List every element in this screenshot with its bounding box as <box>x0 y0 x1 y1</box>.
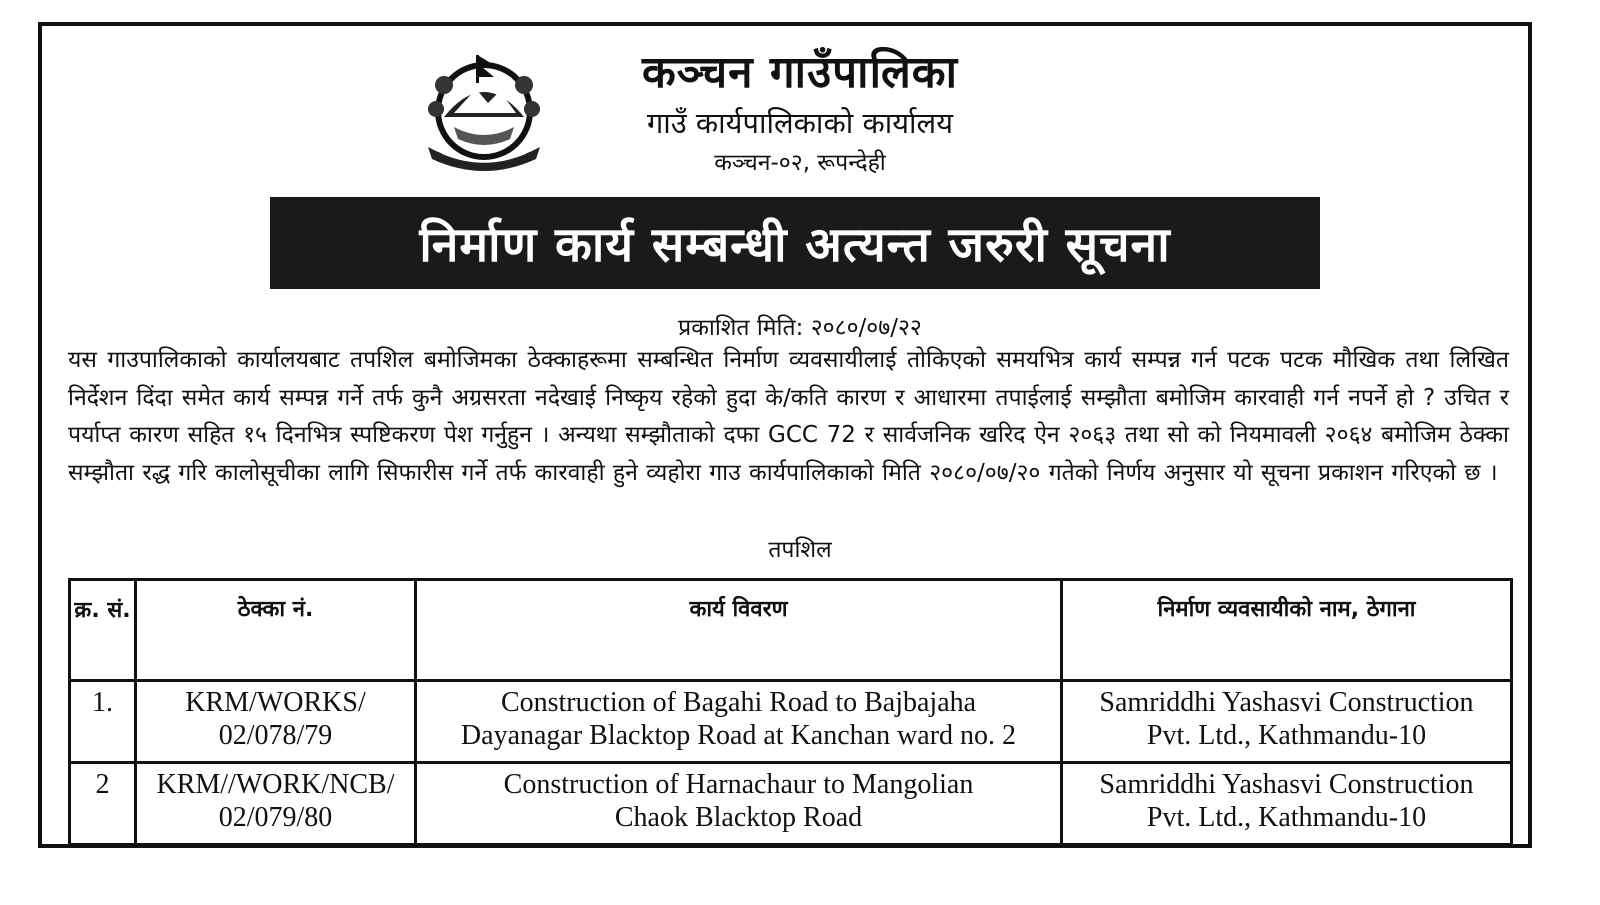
contractor-line: Pvt. Ltd., Kathmandu-10 <box>1146 802 1427 833</box>
notice-body: यस गाउपालिकाको कार्यालयबाट तपशिल बमोजिमका ठेक्काहरूमा सम्बन्धित निर्माण व्यवसायीलाई तोकिएको समयभित्र कार्य सम्पन्न गर्न पटक पटक मौखिक तथा लिखित निर्देशन दिंदा समेत कार्य सम्पन्न गर्ने तर्फ कुनै अग्रसरता नदेखाई निष्कृय रहेको हुदा के/कति कारण र आधारमा तपाईलाई सम्झौता बमोजिम कारवाही गर्न नपर्ने हो ? उचित र पर्याप्त कारण सहित १५ दिनभित्र स्पष्टिकरण पेश गर्नुहुन । अन्यथा सम्झौताको दफा GCC 72 र सार्वजनिक खरिद ऐन २०६३ तथा सो को नियमावली २०६४ बमोजिम ठेक्का सम्झौता रद्ध गरि कालोसूचीका लागि सिफारीस गर्ने तर्फ कारवाही हुने व्यहोरा गाउ कार्यपालिकाको मिति २०८०/०७/२० गतेको निर्णय अनुसार यो सूचना प्रकाशन गरिएको छ । <box>68 347 1509 486</box>
contractor-cell <box>1062 681 1512 763</box>
contractor-cell <box>1062 763 1512 845</box>
contractor-line: Pvt. Ltd., Kathmandu-10 <box>1146 720 1427 751</box>
contract-no-line: 02/079/80 <box>218 802 333 833</box>
work-description-cell <box>416 763 1062 845</box>
office-name: गाउँ कार्यपालिकाको कार्यालय <box>646 106 954 140</box>
col-header-contract-no: ठेक्का नं. <box>136 580 416 681</box>
work-description-line: Chaok Blacktop Road <box>614 802 863 833</box>
contract-no-line: KRM/WORKS/ <box>185 687 366 718</box>
annex-label: तपशिल <box>768 537 832 563</box>
contract-no-line: KRM//WORK/NCB/ <box>156 769 395 800</box>
municipality-name: कञ्चन गाउँपालिका <box>642 47 958 98</box>
contractor-line: Samriddhi Yashasvi Construction <box>1099 769 1474 800</box>
serial-cell: 1. <box>70 681 136 763</box>
col-header-contractor: निर्माण व्यवसायीको नाम, ठेगाना <box>1062 580 1512 681</box>
work-description-line: Dayanagar Blacktop Road at Kanchan ward no. 2 <box>460 720 1017 751</box>
notice-title: निर्माण कार्य सम्बन्धी अत्यन्त जरुरी सूचना <box>419 216 1171 273</box>
table-row <box>70 681 1512 763</box>
col-header-work-description: कार्य विवरण <box>416 580 1062 681</box>
title-banner <box>270 197 1320 289</box>
table-row <box>70 763 1512 845</box>
contract-table <box>68 578 1513 846</box>
work-description-cell <box>416 681 1062 763</box>
table-header-row <box>70 580 1512 681</box>
col-header-serial: क्र. सं. <box>70 580 136 681</box>
office-address: कञ्चन-०२, रूपन्देही <box>714 150 886 176</box>
contract-no-cell <box>136 763 416 845</box>
contract-no-line: 02/078/79 <box>218 720 333 751</box>
published-date: प्रकाशित मिति: २०८०/०७/२२ <box>678 315 922 341</box>
serial-cell: 2 <box>70 763 136 845</box>
contractor-line: Samriddhi Yashasvi Construction <box>1099 687 1474 718</box>
work-description-line: Construction of Harnachaur to Mangolian <box>503 769 974 800</box>
contract-no-cell <box>136 681 416 763</box>
work-description-line: Construction of Bagahi Road to Bajbajaha <box>500 687 977 718</box>
